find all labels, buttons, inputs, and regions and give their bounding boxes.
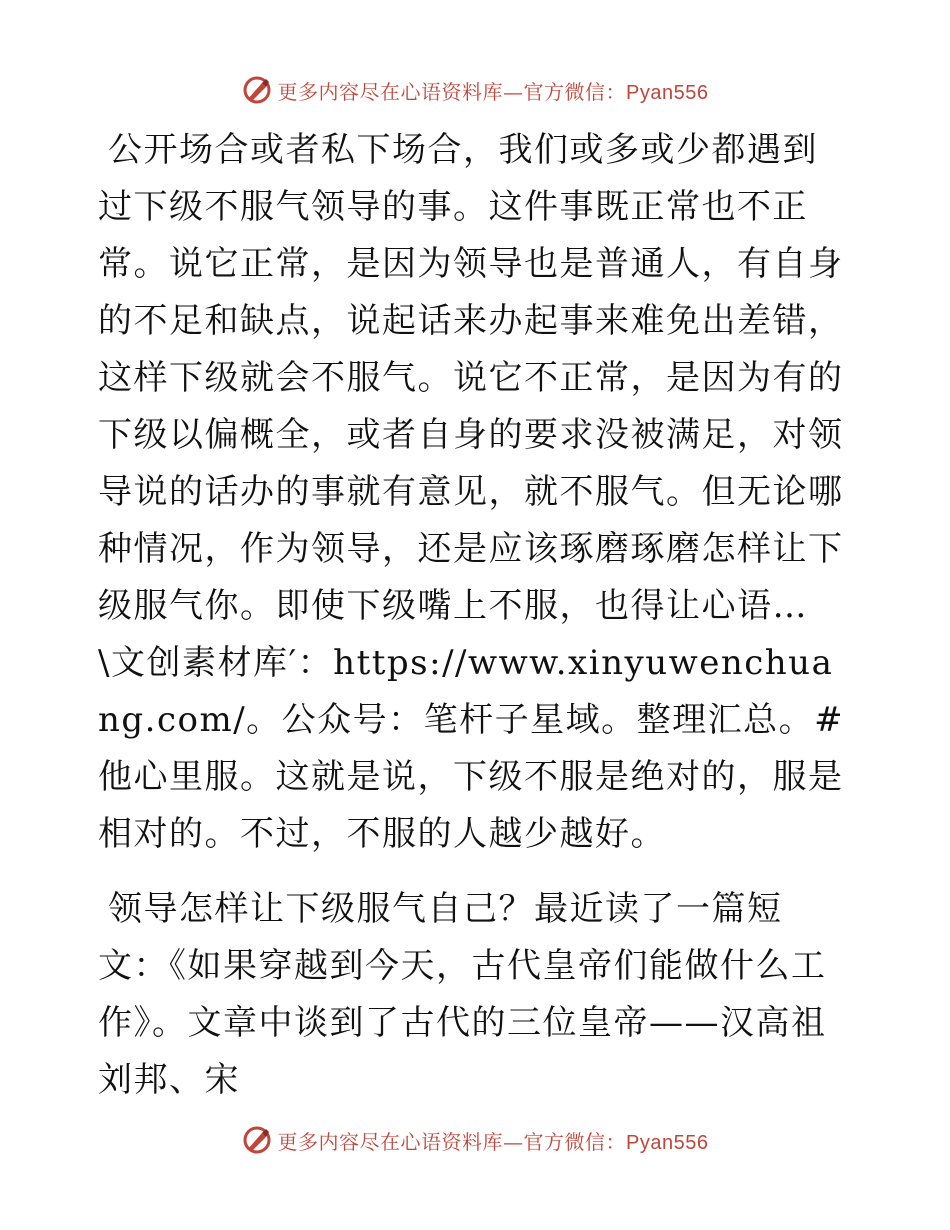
banner-contact-handle: Pyan556 [626, 81, 709, 104]
document-body [98, 122, 850, 1109]
footer-banner [0, 1122, 950, 1158]
pen-logo-icon [242, 75, 272, 105]
banner-contact-label: 官方微信： [523, 79, 627, 104]
banner-dash: — [503, 79, 524, 104]
banner-contact-handle: Pyan556 [626, 1131, 709, 1154]
header-banner-text [278, 76, 709, 105]
paragraph-2: 领导怎样让下级服气自己？最近读了一篇短文：《如果穿越到今天，古代皇帝们能做什么工作》。文章中谈到了古代的三位皇帝——汉高祖刘邦、宋 [98, 889, 827, 1100]
banner-dash: — [503, 1129, 524, 1154]
footer-banner-text [278, 1126, 709, 1155]
banner-title: 更多内容尽在心语资料库 [277, 79, 504, 104]
banner-title: 更多内容尽在心语资料库 [277, 1129, 504, 1154]
header-banner [0, 72, 950, 108]
banner-contact-label: 官方微信： [523, 1129, 627, 1154]
pen-logo-icon [242, 1125, 272, 1155]
paragraph-1: 公开场合或者私下场合，我们或多或少都遇到过下级不服气领导的事。这件事既正常也不正常。说它正常，是因为领导也是普通人，有自身的不足和缺点，说起话来办起事来难免出差错，这样下级就会不服气。说它不正常，是因为有的下级以偏概全，或者自身的要求没被满足，对领导说的话办的事就有意见，就不服气。但无论哪种情况，作为领导，还是应该琢磨琢磨怎样让下级服气你。即使下级嘴上不服，也得让心语…\文创素材库′：https://www.xinyuwenchuang.com/。公众号：笔杆子星域。整理汇总。#他心里服。这就是说，下级不服是绝对的，服是相对的。不过，不服的人越少越好。 [98, 130, 845, 854]
